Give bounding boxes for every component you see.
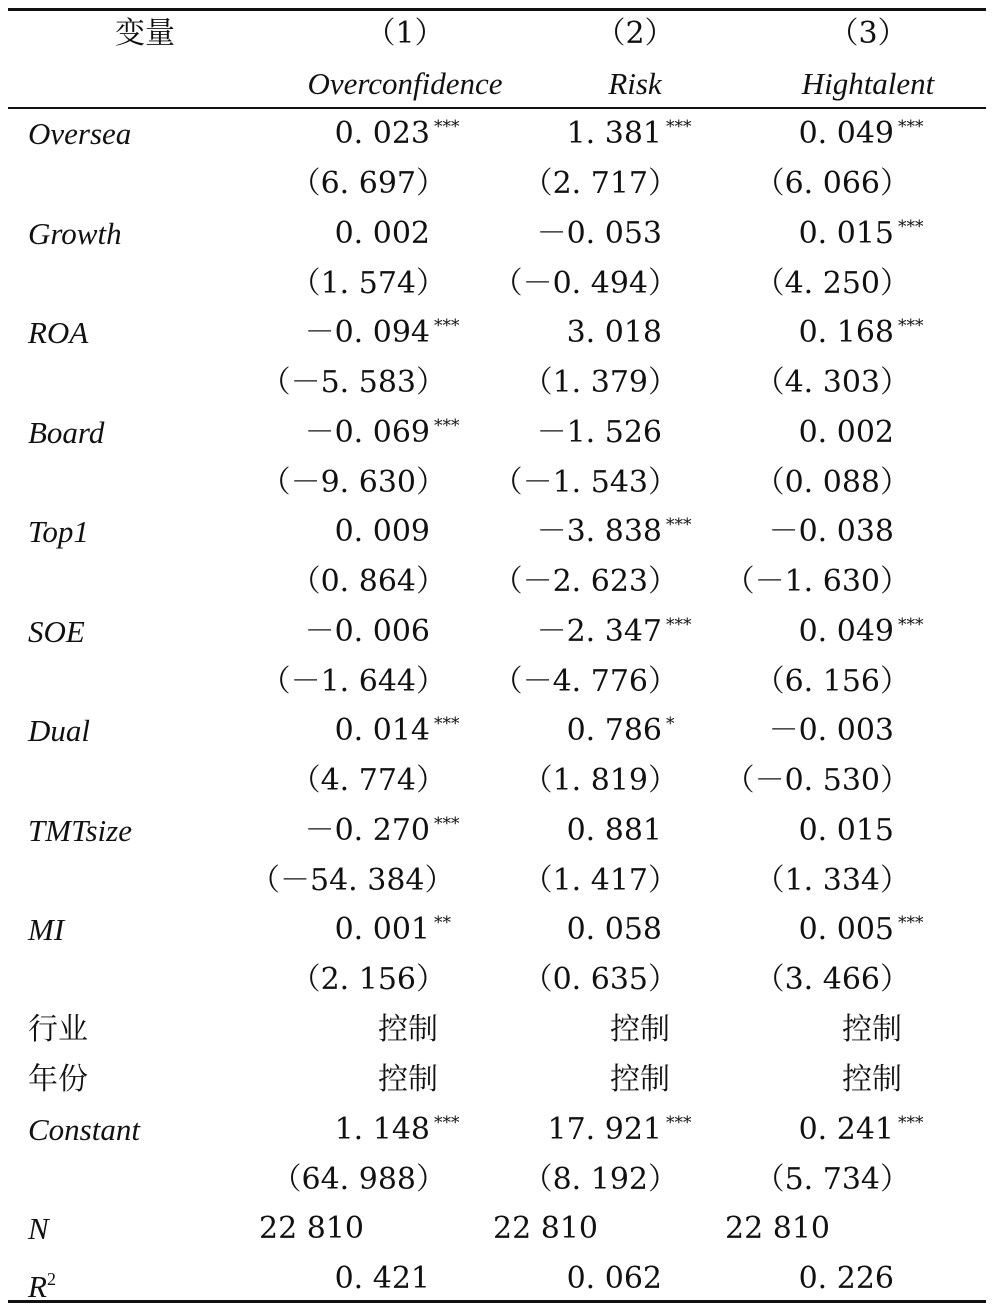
- coefficient-cell: 0. 015: [798, 215, 894, 251]
- r2-value: 0. 062: [566, 1261, 662, 1296]
- coefficient-cell: 0. 881: [566, 812, 662, 848]
- t-stat-cell: （0. 635）: [522, 962, 678, 997]
- coefficient-cell: 0. 002: [334, 215, 430, 251]
- coefficient-cell: －1. 526: [536, 414, 662, 450]
- coefficient-cell: 0. 168: [798, 315, 894, 350]
- column-1-name: Overconfidence: [307, 66, 503, 101]
- coefficient-cell: －2. 347: [536, 613, 662, 649]
- t-stat-cell: （－9. 630）: [260, 464, 446, 500]
- t-stat-cell: （－0. 494）: [492, 265, 678, 301]
- coefficient-cell: －3. 838: [536, 514, 662, 549]
- t-stat-cell: （－1. 630）: [724, 564, 910, 599]
- column-3-name: Hightalent: [801, 66, 935, 101]
- t-stat-cell: （－4. 776）: [492, 663, 678, 699]
- coefficient-cell: 0. 014: [334, 713, 430, 748]
- column-1-number: （1）: [365, 16, 445, 51]
- coefficient-cell: 0. 786: [566, 713, 662, 748]
- t-stat-cell: （－0. 530）: [724, 763, 910, 798]
- t-stat-cell: （4. 250）: [754, 265, 910, 301]
- coefficient-cell: 0. 023: [334, 116, 430, 151]
- n-value: 22 810: [493, 1211, 598, 1246]
- significance-stars: ***: [898, 1112, 924, 1133]
- significance-stars: ***: [666, 1112, 692, 1133]
- t-stat-cell: （－54. 384）: [250, 862, 455, 898]
- t-stat-cell: （－1. 543）: [492, 464, 678, 500]
- coefficient-cell: 0. 049: [798, 116, 894, 151]
- row-label: Oversea: [28, 116, 132, 151]
- significance-stars: ***: [898, 216, 924, 237]
- n-value: 22 810: [725, 1211, 830, 1246]
- header-rule: [8, 107, 986, 109]
- control-value: 控制: [610, 1061, 670, 1097]
- coefficient-cell: 0. 015: [798, 812, 894, 848]
- coefficient-cell: －0. 053: [536, 215, 662, 251]
- control-value: 控制: [378, 1011, 438, 1047]
- significance-stars: ***: [434, 415, 460, 436]
- control-value: 控制: [842, 1061, 902, 1097]
- row-label: Constant: [28, 1111, 140, 1147]
- t-stat-cell: （1. 574）: [290, 265, 446, 301]
- row-label: Dual: [28, 713, 90, 748]
- coefficient-cell: 0. 058: [566, 912, 662, 947]
- significance-stars: ***: [898, 913, 924, 933]
- significance-stars: ***: [434, 714, 460, 734]
- t-stat-cell: （64. 988）: [271, 1161, 446, 1197]
- control-value: 控制: [378, 1061, 438, 1097]
- control-value: 控制: [610, 1011, 670, 1047]
- row-label: Growth: [28, 215, 122, 251]
- significance-stars: ***: [666, 117, 692, 137]
- control-label: 年份: [28, 1061, 88, 1097]
- t-stat-cell: （2. 717）: [522, 166, 678, 201]
- coefficient-cell: 0. 001: [334, 912, 430, 947]
- t-stat-cell: （－2. 623）: [492, 564, 678, 599]
- coefficient-cell: －0. 038: [768, 514, 894, 549]
- significance-stars: ***: [434, 117, 460, 137]
- top-rule: [8, 8, 986, 11]
- coefficient-cell: 3. 018: [566, 315, 662, 350]
- t-stat-cell: （4. 774）: [290, 763, 446, 798]
- row-label: Top1: [28, 514, 89, 549]
- coefficient-cell: 17. 921: [547, 1111, 662, 1147]
- significance-stars: ***: [898, 117, 924, 137]
- significance-stars: ***: [898, 614, 924, 635]
- coefficient-cell: －0. 006: [304, 613, 430, 649]
- significance-stars: **: [434, 913, 451, 933]
- r2-superscript: 2: [46, 1269, 56, 1289]
- coefficient-cell: －0. 069: [304, 414, 430, 450]
- column-2-name: Risk: [608, 66, 662, 101]
- t-stat-cell: （0. 088）: [754, 464, 910, 500]
- control-label: 行业: [28, 1011, 88, 1047]
- t-stat-cell: （5. 734）: [754, 1161, 910, 1197]
- r2-label: [28, 1257, 268, 1304]
- coefficient-cell: 0. 049: [798, 613, 894, 649]
- t-stat-cell: （1. 417）: [522, 862, 678, 898]
- coefficient-cell: 0. 009: [334, 514, 430, 549]
- r2-value: 0. 421: [334, 1261, 430, 1296]
- t-stat-cell: （2. 156）: [290, 962, 446, 997]
- t-stat-cell: （6. 066）: [754, 166, 910, 201]
- r2-value: 0. 226: [798, 1261, 894, 1296]
- significance-stars: ***: [434, 813, 460, 834]
- coefficient-cell: －0. 003: [768, 713, 894, 748]
- t-stat-cell: （8. 192）: [522, 1161, 678, 1197]
- coefficient-cell: 1. 381: [566, 116, 662, 151]
- r2-letter: R: [28, 1269, 47, 1304]
- significance-stars: ***: [434, 1112, 460, 1133]
- significance-stars: ***: [898, 316, 924, 336]
- t-stat-cell: （1. 334）: [754, 862, 910, 898]
- column-3-number: （3）: [828, 16, 908, 51]
- t-stat-cell: （0. 864）: [290, 564, 446, 599]
- column-2-number: （2）: [595, 16, 675, 51]
- t-stat-cell: （1. 379）: [522, 365, 678, 400]
- coefficient-cell: 0. 002: [798, 414, 894, 450]
- coefficient-cell: 0. 241: [798, 1111, 894, 1147]
- significance-stars: ***: [434, 316, 460, 336]
- row-label: ROA: [28, 315, 89, 350]
- significance-stars: ***: [666, 614, 692, 635]
- t-stat-cell: （－1. 644）: [260, 663, 446, 699]
- row-label: MI: [28, 912, 65, 947]
- t-stat-cell: （－5. 583）: [260, 365, 446, 400]
- coefficient-cell: 1. 148: [334, 1111, 430, 1147]
- coefficient-cell: －0. 094: [304, 315, 430, 350]
- control-value: 控制: [842, 1011, 902, 1047]
- n-label: N: [28, 1211, 49, 1246]
- coefficient-cell: －0. 270: [304, 812, 430, 848]
- t-stat-cell: （3. 466）: [754, 962, 910, 997]
- coefficient-cell: 0. 005: [798, 912, 894, 947]
- row-label: Board: [28, 414, 105, 450]
- n-value: 22 810: [259, 1211, 364, 1246]
- t-stat-cell: （4. 303）: [754, 365, 910, 400]
- row-label: SOE: [28, 613, 85, 649]
- significance-stars: *: [666, 714, 675, 734]
- variable-column-header: 变量: [115, 16, 175, 51]
- t-stat-cell: （6. 156）: [754, 663, 910, 699]
- row-label: TMTsize: [28, 812, 132, 848]
- t-stat-cell: （6. 697）: [290, 166, 446, 201]
- significance-stars: ***: [666, 515, 692, 535]
- t-stat-cell: （1. 819）: [522, 763, 678, 798]
